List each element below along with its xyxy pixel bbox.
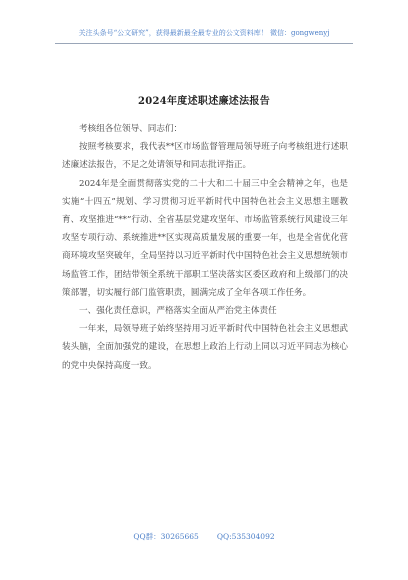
document-title: 2024年度述职述廉述法报告 [137,96,271,107]
header-divider [55,43,353,44]
salutation: 考核组各位领导、同志们： [79,124,183,134]
section-heading-1: 一、强化责任意识，严格落实全面从严治党主体责任 [79,306,277,317]
paragraph-section-1: 一年来，局领导班子始终坚持用习近平新时代中国特色社会主义思想武装头脑，全面加强党的建设，在思想上政治上行动上同以习近平同志为核心的党中央保持高度一致。 [62,324,348,371]
paragraph-intro: 按照考核要求，我代表**区市场监督管理局领导班子向考核组进行述职述廉述法报告，不足之处请领导和同志批评指正。 [62,142,348,171]
footer-contact [0,531,408,542]
footer-qq: QQ:535304092 [216,532,275,541]
footer-qq-group: QQ群：30265665 [133,532,199,541]
header-banner: 关注头条号“公文研究”，获得最新最全最专业的公文资料库！ 微信：gongwenyj [78,29,330,37]
paragraph-overview: 2024年是全面贯彻落实党的二十大和二十届三中全会精神之年，也是实施“十四五”规划、学习贯彻习近平新时代中国特色社会主义思想主题教育、攻坚推进“**”行动、全省基层党建攻坚年、市场监管系统行风建设三年攻坚专项行动、系统推进**区实现高质量发展的重要一年，也是全省优化营商环境攻坚突破年，全局坚持以习近平新时代中国特色社会主义思想统领市场监管工作，团结带领全系统干部职工坚决落实区委区政府和上级部门的决策部署，切实履行部门监管职责，圆满完成了全年各项工作任务。 [62,178,348,298]
document-body [62,120,348,375]
